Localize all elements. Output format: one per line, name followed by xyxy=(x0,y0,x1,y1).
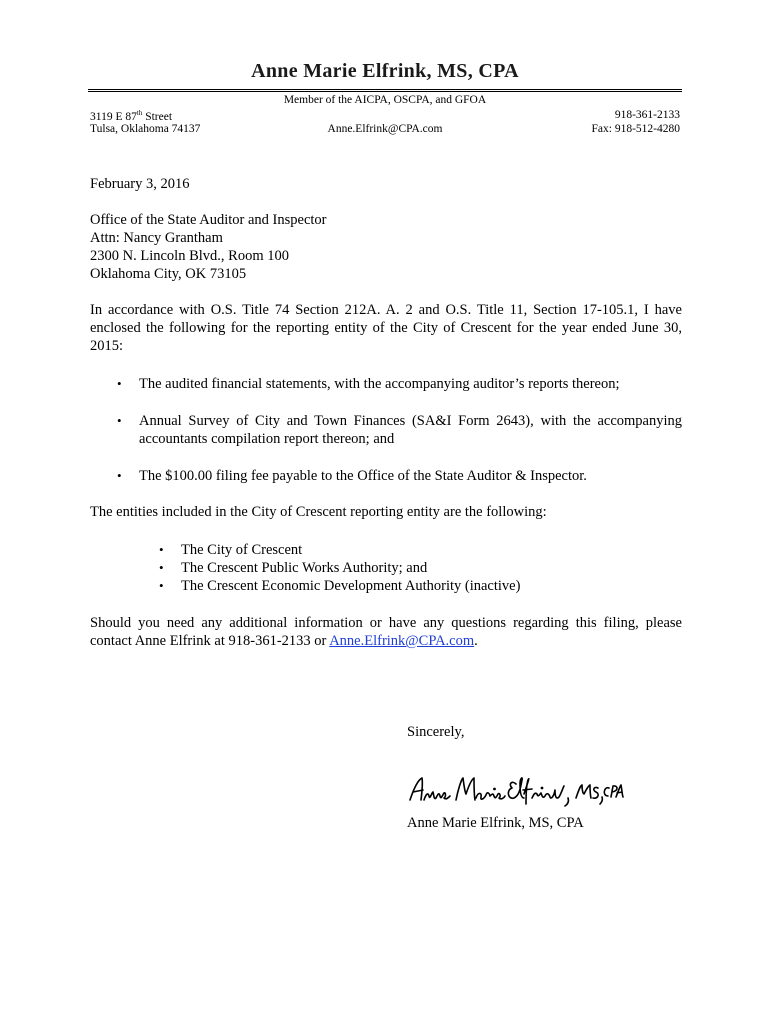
letterhead-membership: Member of the AICPA, OSCPA, and GFOA xyxy=(283,94,487,106)
address-line: Office of the State Auditor and Inspector xyxy=(90,212,327,228)
bullet-text: The $100.00 filing fee payable to the Office of the State Auditor & Inspector. xyxy=(139,468,587,484)
bullet-icon: • xyxy=(117,413,122,428)
letter-date: February 3, 2016 xyxy=(90,176,190,192)
entities-intro: The entities included in the City of Crescent reporting entity are the following: xyxy=(90,504,547,520)
handwritten-signature xyxy=(404,770,624,810)
enclosure-bullet xyxy=(117,467,682,485)
entity-item xyxy=(159,577,681,595)
entity-text: The Crescent Public Works Authority; and xyxy=(181,560,428,576)
enclosure-bullet xyxy=(117,412,682,448)
entity-text: The City of Crescent xyxy=(181,542,303,558)
letterhead-name: Anne Marie Elfrink, MS, CPA xyxy=(251,60,519,82)
sign-off: Sincerely, xyxy=(407,724,465,740)
entity-text: The Crescent Economic Development Authority (inactive) xyxy=(181,578,521,594)
bullet-text: Annual Survey of City and Town Finances (SA&I Form 2643), with the accompanying accountants compilation report thereon; and xyxy=(139,413,682,447)
address-line: Oklahoma City, OK 73105 xyxy=(90,266,247,282)
letterhead-street: 3119 E 87th Street xyxy=(90,109,173,123)
bullet-icon: • xyxy=(159,560,164,575)
address-line: Attn: Nancy Grantham xyxy=(90,230,223,246)
bullet-text: The audited financial statements, with the accompanying auditor’s reports thereon; xyxy=(139,376,620,392)
letterhead-fax: Fax: 918-512-4280 xyxy=(591,123,680,135)
enclosure-bullet xyxy=(117,375,682,393)
bullet-icon: • xyxy=(159,542,164,557)
signer-name: Anne Marie Elfrink, MS, CPA xyxy=(407,815,584,831)
letterhead-city: Tulsa, Oklahoma 74137 xyxy=(90,123,201,135)
closing-paragraph: Should you need any additional information or have any questions regarding this filing, please contact Anne Elfrink at 918-361-2133 or Anne.Elfrink@CPA.com. xyxy=(90,615,682,649)
recipient-address xyxy=(90,211,682,283)
bullet-icon: • xyxy=(159,578,164,593)
letterhead-email: Anne.Elfrink@CPA.com xyxy=(327,123,443,135)
entity-item xyxy=(159,559,681,577)
address-line: 2300 N. Lincoln Blvd., Room 100 xyxy=(90,248,289,264)
bullet-icon: • xyxy=(117,468,122,483)
letterhead-divider xyxy=(88,89,682,92)
bullet-icon: • xyxy=(117,376,122,391)
email-link[interactable]: Anne.Elfrink@CPA.com xyxy=(329,633,475,649)
entity-item xyxy=(159,541,681,559)
letterhead-phone: 918-361-2133 xyxy=(614,109,680,121)
intro-paragraph: In accordance with O.S. Title 74 Section 212A. A. 2 and O.S. Title 11, Section 17-105.1, I have enclosed the following for the reporting entity of the City of Crescent for the year ended June 30, 2015: xyxy=(90,302,682,354)
